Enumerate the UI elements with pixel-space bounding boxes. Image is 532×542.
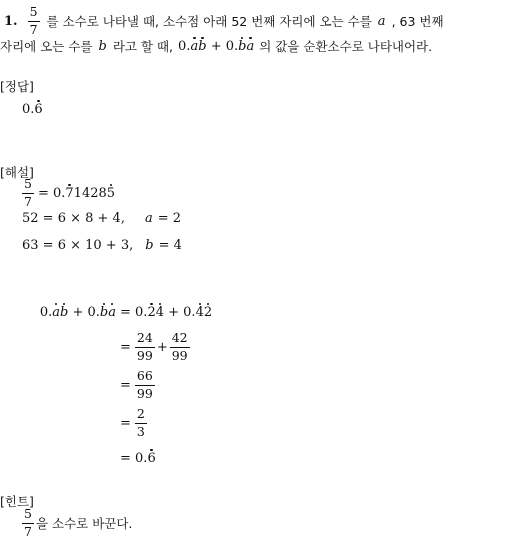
question-line-1 bbox=[4, 6, 444, 36]
repeating-a: a bbox=[190, 38, 199, 54]
answer-value: 0.6 bbox=[22, 102, 43, 117]
repeat-start-digit: 7 bbox=[65, 185, 74, 201]
solution-fraction: $\frac{5}{7}$ bbox=[24, 176, 32, 209]
hint-text: 을 소수로 바꾼다. bbox=[35, 516, 133, 531]
answer-label: [정답] bbox=[0, 79, 34, 94]
question-expression: 0.ab + 0.ba bbox=[178, 38, 255, 54]
repeating-b: b bbox=[198, 38, 207, 54]
variable-a: a bbox=[377, 13, 386, 29]
repeating-b: b bbox=[238, 38, 247, 54]
equation-row: = $\frac{24}{99}$ + $\frac{42}{99}$ bbox=[120, 330, 188, 363]
fraction-numerator: 5 bbox=[29, 4, 38, 19]
repeating-digit: 6 bbox=[34, 102, 43, 117]
variable-b: b bbox=[98, 38, 107, 54]
question-text-1b: , 63 번째 bbox=[391, 14, 444, 29]
question-text-2b: 라고 할 때, bbox=[112, 39, 174, 54]
question-text-1a: 를 소수로 나타낼 때, 소수점 아래 52 번째 자리에 오는 수를 bbox=[46, 14, 372, 29]
hint-line bbox=[22, 508, 132, 538]
solution-label: [해설] bbox=[0, 165, 34, 180]
question-fraction bbox=[28, 6, 40, 36]
question-text-2c: 의 값을 순환소수로 나타내어라. bbox=[259, 39, 433, 54]
solution-line-3: 63 = 6 × 10 + 3, b = 4 bbox=[22, 238, 182, 253]
aligned-equation bbox=[0, 296, 212, 474]
question-line-2 bbox=[0, 37, 432, 55]
fraction-denominator: 7 bbox=[29, 21, 38, 37]
equation-row: = $\frac{2}{3}$ bbox=[120, 406, 145, 439]
repeating-a: a bbox=[246, 38, 255, 54]
equation-row: = 0.6 bbox=[120, 450, 156, 466]
equation-row: 0.ab + 0.ba = 0.24 + 0.42 bbox=[39, 304, 213, 320]
hint-fraction: $\frac{5}{7}$ bbox=[24, 506, 32, 539]
equation-row: = $\frac{66}{99}$ bbox=[120, 368, 153, 401]
solution-line-2: 52 = 6 × 8 + 4, a = 2 bbox=[22, 211, 182, 226]
question-number: 1. bbox=[4, 13, 18, 29]
hint-label: [힌트] bbox=[0, 494, 34, 509]
solution-line-1: $\frac{5}{7}$ = 0. 7 1428 5 bbox=[24, 176, 116, 209]
question-text-2a: 자리에 오는 수를 bbox=[0, 39, 93, 54]
repeat-end-digit: 5 bbox=[106, 185, 116, 201]
